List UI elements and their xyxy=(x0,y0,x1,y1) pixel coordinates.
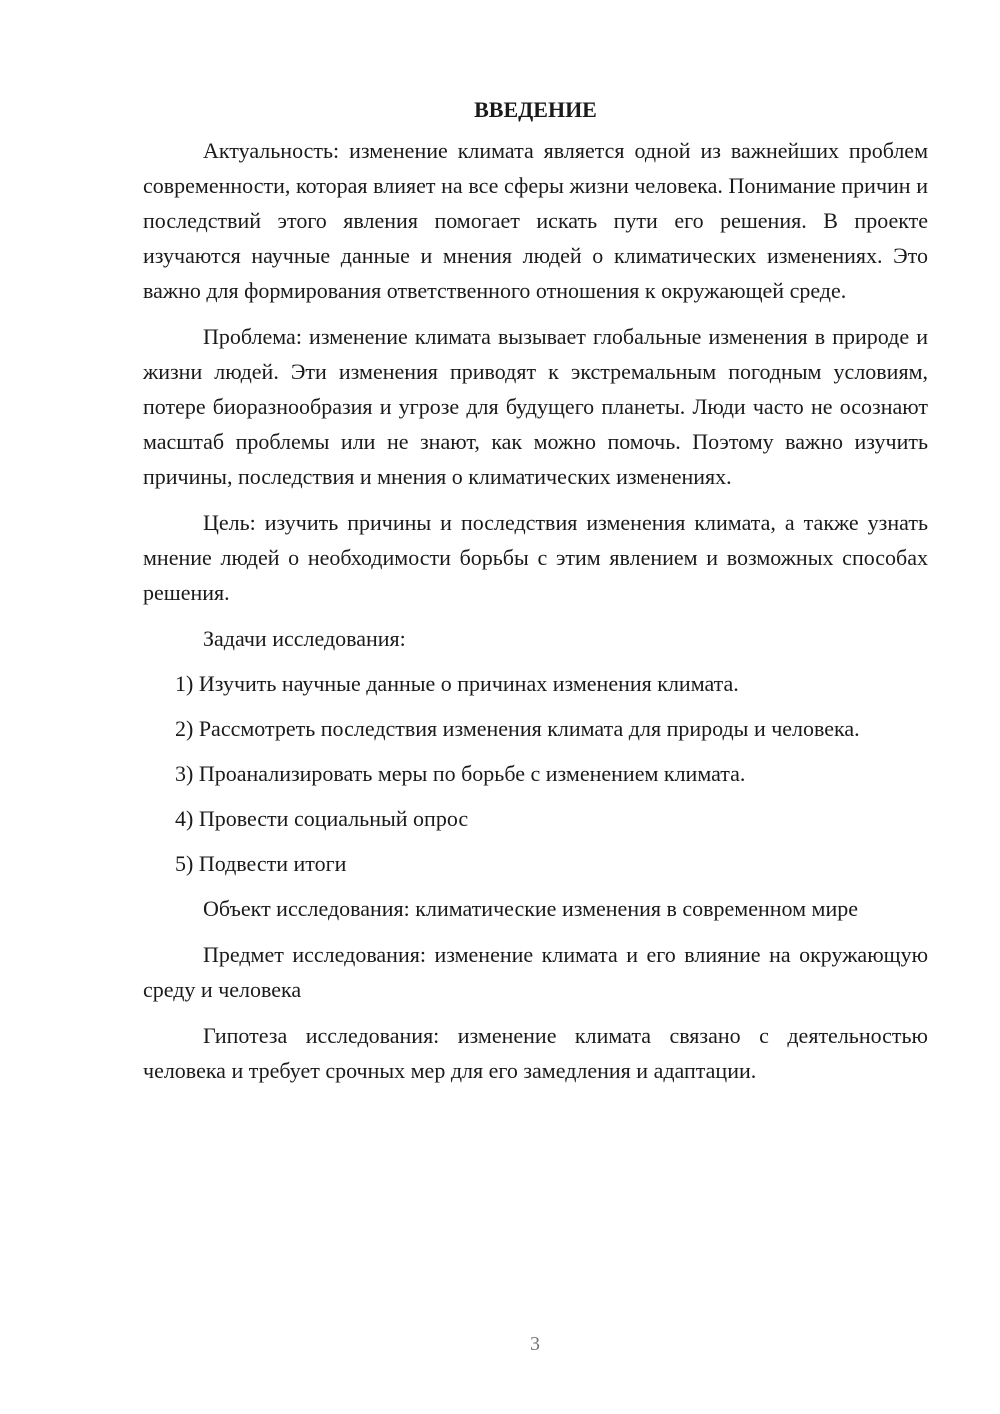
task-item: 3) Проанализировать меры по борьбе с изменением климата. xyxy=(175,761,746,786)
goal-paragraph: Цель: изучить причины и последствия изменения климата, а также узнать мнение людей о необходимости борьбы с этим явлением и возможных способах решения. xyxy=(143,510,928,605)
task-item: 2) Рассмотреть последствия изменения климата для природы и человека. xyxy=(175,716,860,741)
object-paragraph: Объект исследования: климатические изменения в современном мире xyxy=(203,896,858,921)
page-title: ВВЕДЕНИЕ xyxy=(474,97,597,122)
task-item: 1) Изучить научные данные о причинах изменения климата. xyxy=(175,671,739,696)
task-item: 4) Провести социальный опрос xyxy=(175,806,469,831)
tasks-heading: Задачи исследования: xyxy=(203,626,406,651)
task-item: 5) Подвести итоги xyxy=(175,851,347,876)
document-body xyxy=(143,92,928,1099)
page-number: 3 xyxy=(530,1333,540,1355)
relevance-paragraph: Актуальность: изменение климата является одной из важнейших проблем современности, которая влияет на все сферы жизни человека. Понимание причин и последствий этого явления помогает искать пути его решения. В проекте изучаются научные данные и мнения людей о климатических изменениях. Это важно для формирования ответственного отношения к окружающей среде. xyxy=(143,138,928,303)
subject-paragraph: Предмет исследования: изменение климата и его влияние на окружающую среду и человека xyxy=(143,942,928,1002)
problem-paragraph: Проблема: изменение климата вызывает глобальные изменения в природе и жизни людей. Эти изменения приводят к экстремальным погодным условиям, потере биоразнообразия и угрозе для будущего планеты. Люди часто не осознают масштаб проблемы или не знают, как можно помочь. Поэтому важно изучить причины, последствия и мнения о климатических изменениях. xyxy=(143,324,928,489)
hypothesis-paragraph: Гипотеза исследования: изменение климата связано с деятельностью человека и требует срочных мер для его замедления и адаптации. xyxy=(143,1023,928,1083)
